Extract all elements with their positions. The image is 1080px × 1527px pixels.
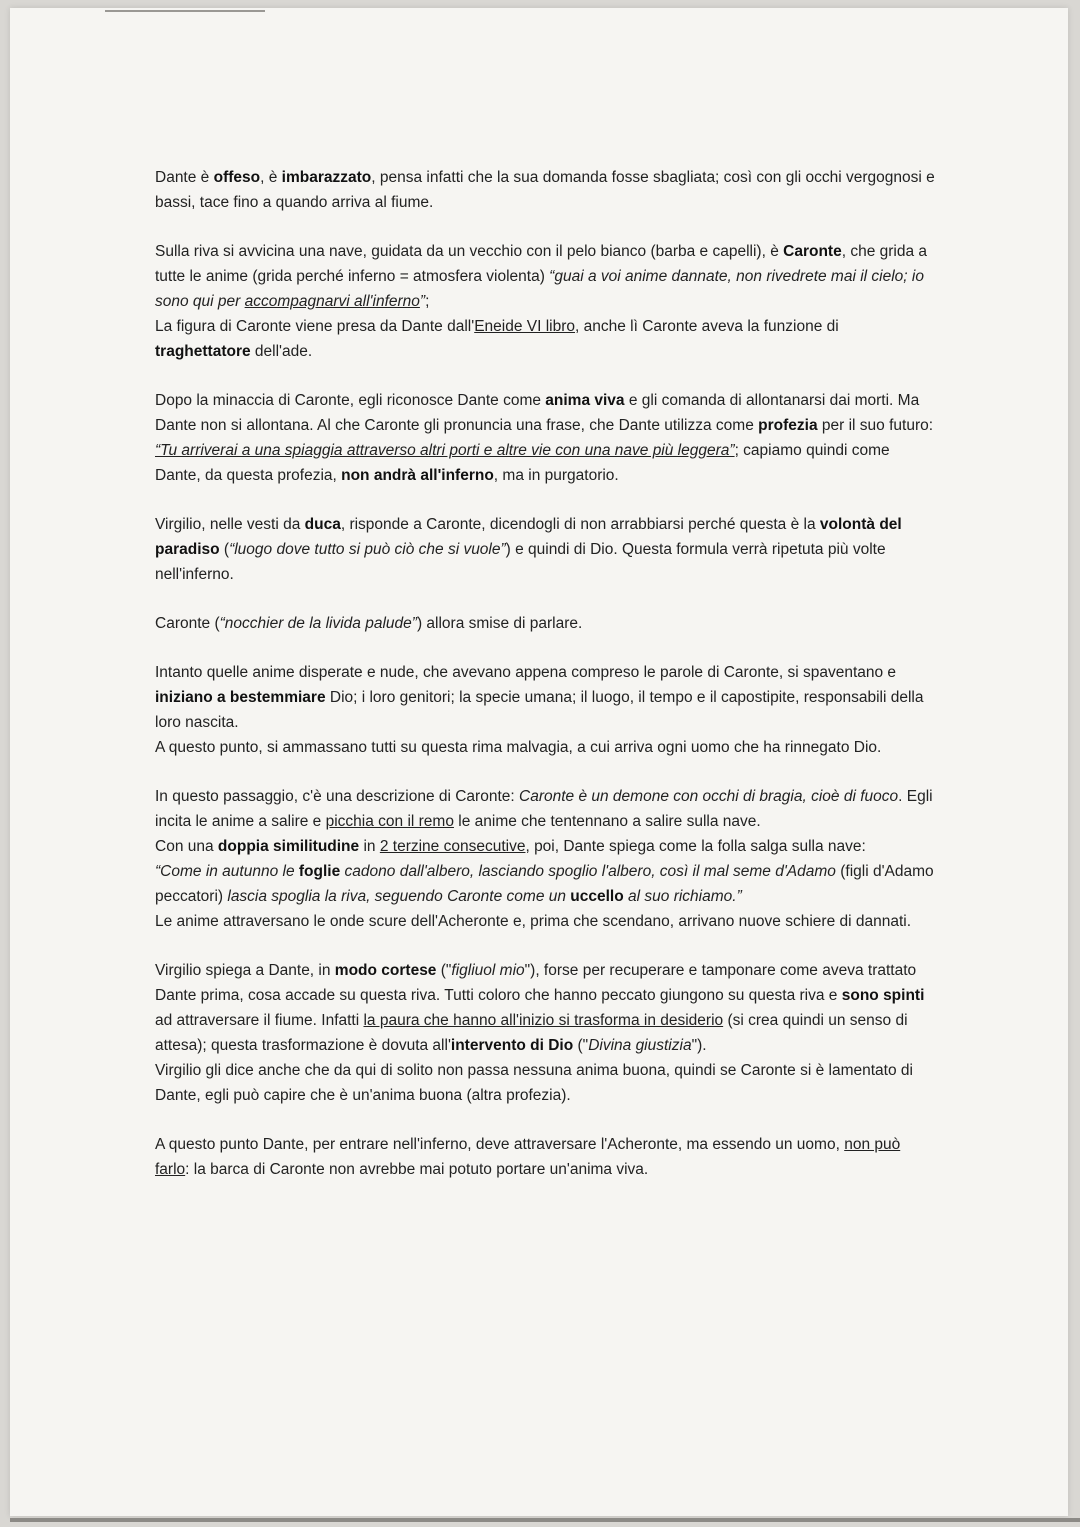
text-run: , poi, Dante spiega come la folla salga sulla nave: — [525, 838, 866, 855]
paragraph-4 — [155, 512, 937, 587]
text-run: , che grida a tutte le anime (grida perché inferno = atmosfera violenta) — [155, 243, 928, 285]
text-run: . Egli incita le anime a salire e — [155, 788, 933, 830]
paragraph-5 — [155, 611, 937, 636]
text-run: Con una — [155, 838, 218, 855]
text-run: traghettatore — [155, 343, 251, 360]
text-run: le anime che tentennano a salire sulla nave. — [453, 813, 761, 830]
text-run: per il suo futuro: — [817, 417, 934, 434]
text-run: cadono dall'albero, lasciando spoglio l'albero, così il mal seme d'Adamo — [340, 863, 841, 880]
paper-sheet — [10, 8, 1068, 1516]
text-run: , anche lì Caronte aveva la funzione di — [575, 318, 839, 335]
text-run: sono spinti — [841, 987, 925, 1004]
paragraph-1 — [155, 165, 937, 215]
text-run: la paura che hanno all'inizio si trasforma in desiderio — [363, 1012, 724, 1029]
text-run: imbarazzato — [281, 169, 372, 186]
text-run: profezia — [758, 417, 818, 434]
text-run: “Come in autunno le — [155, 863, 299, 880]
text-run: doppia similitudine — [217, 838, 360, 855]
text-run: La figura di Caronte viene presa da Dante dall' — [155, 318, 475, 335]
text-run: Intanto quelle anime disperate e nude, che avevano appena compreso le parole di Caronte, si spaventano e — [155, 664, 897, 681]
text-run: "). — [691, 1037, 707, 1054]
text-run: ( — [219, 541, 230, 558]
text-run: ) e quindi di Dio. Questa formula verrà ripetuta più volte nell'inferno. — [155, 541, 886, 583]
text-run: , ma in purgatorio. — [493, 467, 619, 484]
bottom-rule — [10, 1518, 1080, 1522]
paragraph-6 — [155, 660, 937, 760]
text-run: (" — [573, 1037, 589, 1054]
text-run: Dio; i loro genitori; la specie umana; il luogo, il tempo e il capostipite, responsabili della loro nascita. — [155, 689, 924, 731]
text-run: “luogo dove tutto si può ciò che si vuole” — [229, 541, 506, 558]
top-rule — [105, 10, 265, 12]
text-run: 2 terzine consecutive — [379, 838, 526, 855]
text-run: Le anime attraversano le onde scure dell'Acheronte e, prima che scendano, arrivano nuove schiere di dannati. — [155, 913, 912, 930]
text-run: (si crea quindi un senso di attesa); questa trasformazione è dovuta all' — [155, 1012, 908, 1054]
text-run: non può farlo — [155, 1136, 901, 1178]
text-run: ) allora smise di parlare. — [416, 615, 583, 632]
text-run: offeso — [213, 169, 261, 186]
text-run: al suo richiamo.” — [623, 888, 742, 905]
text-run: lascia spoglia la riva, seguendo Caronte come un — [223, 888, 571, 905]
text-run: In questo passaggio, c'è una descrizione di Caronte: — [155, 788, 519, 805]
text-run: Divina giustizia — [588, 1037, 692, 1054]
text-run: Dopo la minaccia di Caronte, egli riconosce Dante come — [155, 392, 546, 409]
text-run: “nocchier de la livida palude” — [219, 615, 417, 632]
text-run: ; — [425, 293, 430, 310]
text-run: intervento di Dio — [450, 1037, 574, 1054]
text-run: picchia con il remo — [325, 813, 454, 830]
text-run: in — [359, 838, 380, 855]
text-run: Caronte è un demone con occhi di bragia, cioè di fuoco — [519, 788, 899, 805]
text-run: ; capiamo quindi come Dante, da questa profezia, — [155, 442, 890, 484]
text-run: Dante è — [155, 169, 214, 186]
text-run: figliuol mio — [451, 962, 525, 979]
text-run: : la barca di Caronte non avrebbe mai potuto portare un'anima viva. — [185, 1161, 649, 1178]
document-body — [155, 165, 937, 1206]
text-run: (figli d'Adamo peccatori) — [155, 863, 934, 905]
text-run: Virgilio, nelle vesti da — [155, 516, 305, 533]
text-run: accompagnarvi all'inferno — [244, 293, 420, 310]
paragraph-9 — [155, 1132, 937, 1182]
text-run: Virgilio spiega a Dante, in — [155, 962, 335, 979]
text-run: Caronte — [783, 243, 842, 260]
text-run: ” — [419, 293, 426, 310]
text-run: “guai a voi anime dannate, non rivedrete mai il cielo; io sono qui per — [155, 268, 924, 310]
text-run: modo cortese — [334, 962, 437, 979]
text-run: foglie — [298, 863, 341, 880]
paragraph-8 — [155, 958, 937, 1108]
text-run: duca — [304, 516, 341, 533]
text-run: e gli comanda di allontanarsi dai morti. Ma Dante non si allontana. Al che Caronte gli pronuncia una frase, che Dante utilizza come — [155, 392, 920, 434]
text-run: "), forse per recuperare e tamponare come aveva trattato Dante prima, cosa accade su questa riva. Tutti coloro che hanno peccato giungono su questa riva e — [155, 962, 917, 1004]
text-run: Sulla riva si avvicina una nave, guidata da un vecchio con il pelo bianco (barba e capelli), è — [155, 243, 784, 260]
paragraph-2 — [155, 239, 937, 364]
text-run: (" — [436, 962, 452, 979]
text-run: Virgilio gli dice anche che da qui di solito non passa nessuna anima buona, quindi se Caronte si è lamentato di Dante, egli può capire che è un'anima buona (altra profezia). — [155, 1062, 913, 1104]
text-run: anima viva — [545, 392, 625, 409]
text-run: , è — [260, 169, 282, 186]
text-run: uccello — [570, 888, 624, 905]
text-run: Eneide VI libro — [474, 318, 576, 335]
paragraph-7 — [155, 784, 937, 934]
text-run: , risponde a Caronte, dicendogli di non arrabbiarsi perché questa è la — [340, 516, 820, 533]
text-run: iniziano a bestemmiare — [155, 689, 326, 706]
text-run: “Tu arriverai a una spiaggia attraverso altri porti e altre vie con una nave più leggera” — [155, 442, 735, 459]
text-run: A questo punto Dante, per entrare nell'inferno, deve attraversare l'Acheronte, ma essendo un uomo, — [155, 1136, 845, 1153]
text-run: ad attraversare il fiume. Infatti — [155, 1012, 364, 1029]
text-run: dell'ade. — [250, 343, 313, 360]
text-run: , pensa infatti che la sua domanda fosse sbagliata; così con gli occhi vergognosi e bassi, tace fino a quando arriva al fiume. — [155, 169, 935, 211]
text-run: A questo punto, si ammassano tutti su questa rima malvagia, a cui arriva ogni uomo che ha rinnegato Dio. — [155, 739, 882, 756]
paragraph-3 — [155, 388, 937, 488]
text-run: non andrà all'inferno — [341, 467, 494, 484]
text-run: volontà del paradiso — [155, 516, 902, 558]
text-run: Caronte ( — [155, 615, 220, 632]
